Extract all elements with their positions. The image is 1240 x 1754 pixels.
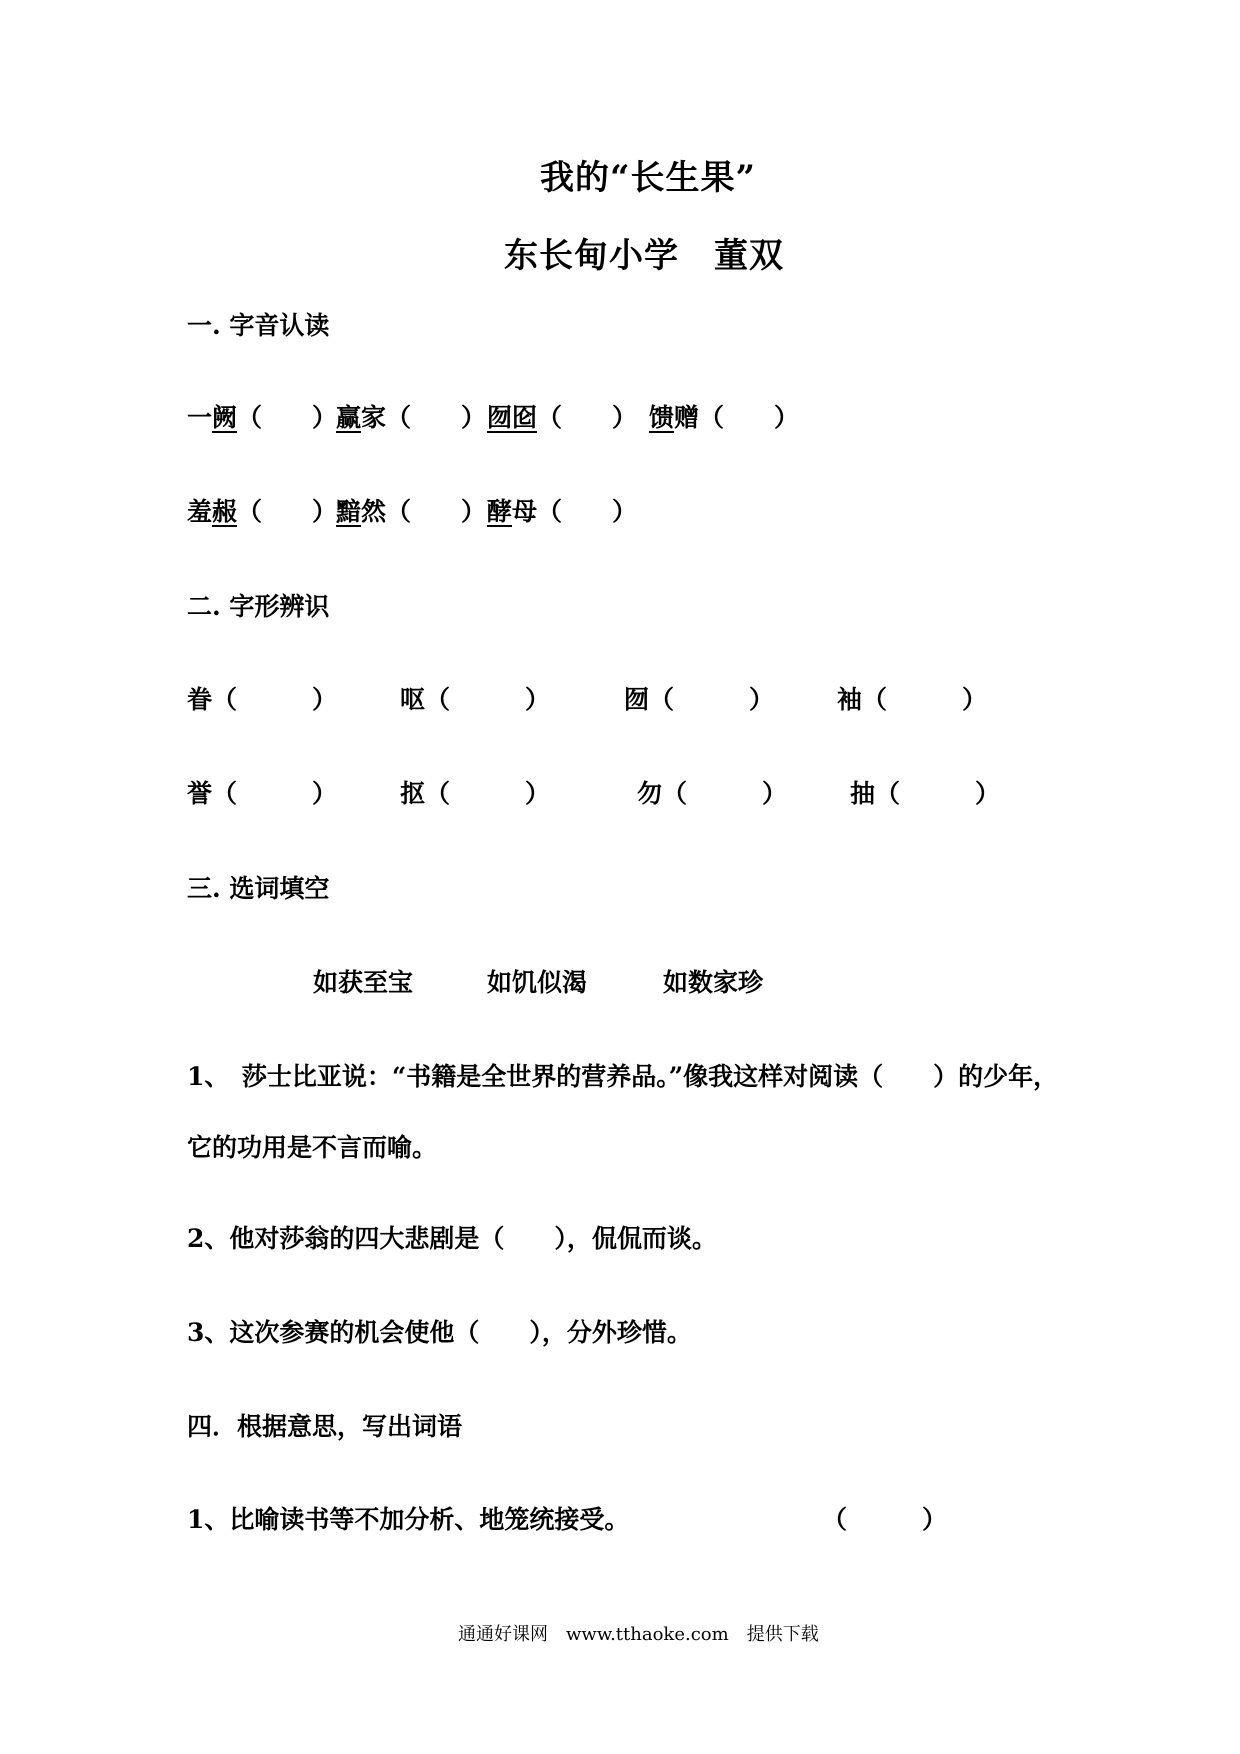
- section-3-heading: 三. 选词填空: [187, 874, 330, 903]
- glyph-item: 袖（ ）: [837, 685, 988, 714]
- author-line: 东长甸小学 董双: [504, 236, 784, 276]
- glyph-item: 抠（ ）: [400, 779, 551, 808]
- glyph-item: 抽（ ）: [850, 779, 1001, 808]
- page-title: 我的“长生果”: [540, 158, 757, 198]
- question-3-1-line-1: 1、 莎士比亚说：“书籍是全世界的营养品。”像我这样对阅读（ ）的少年，: [187, 1062, 1059, 1091]
- glyph-row-1: [187, 680, 1087, 714]
- question-4-1-blank: （ ）: [822, 1505, 948, 1534]
- pinyin-item: 囫囵（ ）: [487, 403, 638, 432]
- pinyin-item: 酵母（ ）: [487, 497, 638, 526]
- pinyin-item: 黯然（ ）: [336, 497, 487, 526]
- page-footer: 通通好课网 www.tthaoke.com 提供下载: [458, 1624, 819, 1645]
- section-4-heading: 四．根据意思，写出词语: [187, 1412, 463, 1441]
- glyph-item: 呕（ ）: [400, 685, 551, 714]
- word-option: 如饥似渴: [487, 968, 588, 997]
- section-1-heading: 一. 字音认读: [187, 311, 330, 340]
- section-2-heading: 二. 字形辨识: [187, 592, 330, 621]
- glyph-row-2: [187, 774, 1087, 808]
- question-3-2: 2、他对莎翁的四大悲剧是（ ），侃侃而谈。: [187, 1224, 717, 1253]
- pinyin-item: 一阙（ ）: [187, 403, 338, 432]
- glyph-item: 囫（ ）: [624, 685, 775, 714]
- word-options: [313, 963, 913, 997]
- glyph-item: 勿（ ）: [637, 779, 788, 808]
- question-3-3: 3、这次参赛的机会使他（ ），分外珍惜。: [187, 1318, 692, 1347]
- pinyin-item: 羞赧（ ）: [187, 497, 338, 526]
- glyph-item: 眷（ ）: [187, 685, 338, 714]
- word-option: 如获至宝: [313, 968, 414, 997]
- pinyin-item: 赢家（ ）: [336, 403, 487, 432]
- pinyin-item: 馈赠（ ）: [649, 403, 800, 432]
- word-option: 如数家珍: [663, 968, 764, 997]
- question-3-1-line-2: 它的功用是不言而喻。: [187, 1133, 438, 1162]
- question-4-1: 1、比喻读书等不加分析、地笼统接受。: [187, 1505, 630, 1534]
- glyph-item: 誉（ ）: [187, 779, 338, 808]
